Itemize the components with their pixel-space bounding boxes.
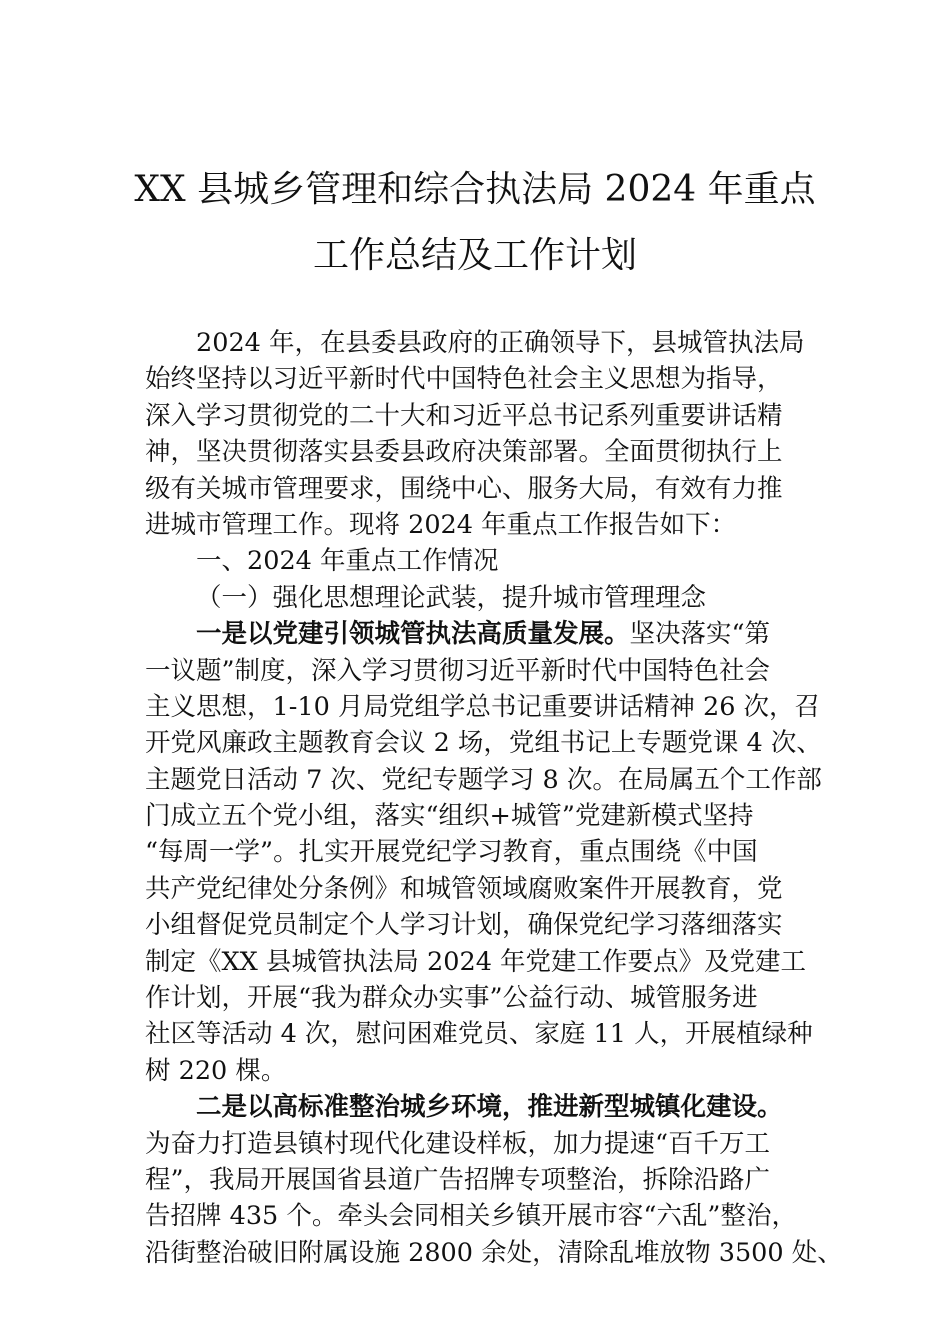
document-body [145,325,843,1271]
text-line: 2024 年，在县委县政府的正确领导下，县城管执法局 [196,328,805,358]
text-line: 小组督促党员制定个人学习计划，确保党纪学习落细落实 [145,910,783,941]
text-line: 门成立五个党小组，落实“组织+城管”党建新模式坚持 [145,801,754,832]
text-line: 社区等活动 4 次，慰问困难党员、家庭 11 人，开展植绿种 [145,1019,813,1050]
text-line: 制定《XX 县城管执法局 2024 年党建工作要点》及党建工 [145,946,807,977]
text-line: 树 220 棵。 [145,1055,287,1086]
text-line: 一议题”制度，深入学习贯彻习近平新时代中国特色社会 [145,655,771,686]
text-line: 主题党日活动 7 次、党纪专题学习 8 次。在局属五个工作部 [145,764,822,795]
text-line: 二是以高标准整治城乡环境，推进新型城镇化建设。 [196,1092,783,1123]
paragraph-intro [145,325,810,543]
paragraph-urban-rural [145,1089,843,1271]
text-line: 告招牌 435 个。牵头会同相关乡镇开展市容“六乱”整治， [145,1201,797,1232]
text-line: 进城市管理工作。现将 2024 年重点工作报告如下： [145,509,737,540]
document-title-line-1: XX 县城乡管理和综合执法局 2024 年重点 [134,169,816,210]
text-line: 级有关城市管理要求，围绕中心、服务大局，有效有力推 [145,473,783,504]
text-line: “每周一学”。扎实开展党纪学习教育，重点围绕《中国 [145,837,758,868]
section-heading: 一、2024 年重点工作情况 [196,546,499,577]
text-line: 始终坚持以习近平新时代中国特色社会主义思想为指导， [145,364,783,395]
text-line: 为奋力打造县镇村现代化建设样板，加力提速“百千万工 [145,1128,771,1159]
subsection-heading: （一）强化思想理论武装，提升城市管理理念 [196,582,707,613]
text-line: 沿街整治破旧附属设施 2800 余处，清除乱堆放物 3500 处、 [145,1237,843,1268]
paragraph-lead-bold: 一是以党建引领城管执法高质量发展。 [196,619,630,650]
text-line: 深入学习贯彻党的二十大和习近平总书记系列重要讲话精 [145,400,783,431]
text-line: 神，坚决贯彻落实县委县政府决策部署。全面贯彻执行上 [145,437,783,468]
paragraph-party-building [145,616,822,1089]
text-line: 作计划，开展“我为群众办实事”公益行动、城管服务进 [145,983,758,1014]
text-line: 程”，我局开展国省县道广告招牌专项整治，拆除沿路广 [145,1164,771,1195]
text-line: 开党风廉政主题教育会议 2 场，党组书记上专题党课 4 次、 [145,728,822,759]
text-line: 主义思想，1-10 月局党组学总书记重要讲话精神 26 次，召 [145,691,821,722]
document-title-line-2: 工作总结及工作计划 [312,235,637,276]
text-line [145,616,810,652]
paragraph-lead-rest: 坚决落实“第 [629,619,771,650]
text-line: 共产党纪律处分条例》和城管领域腐败案件开展教育，党 [145,873,783,904]
